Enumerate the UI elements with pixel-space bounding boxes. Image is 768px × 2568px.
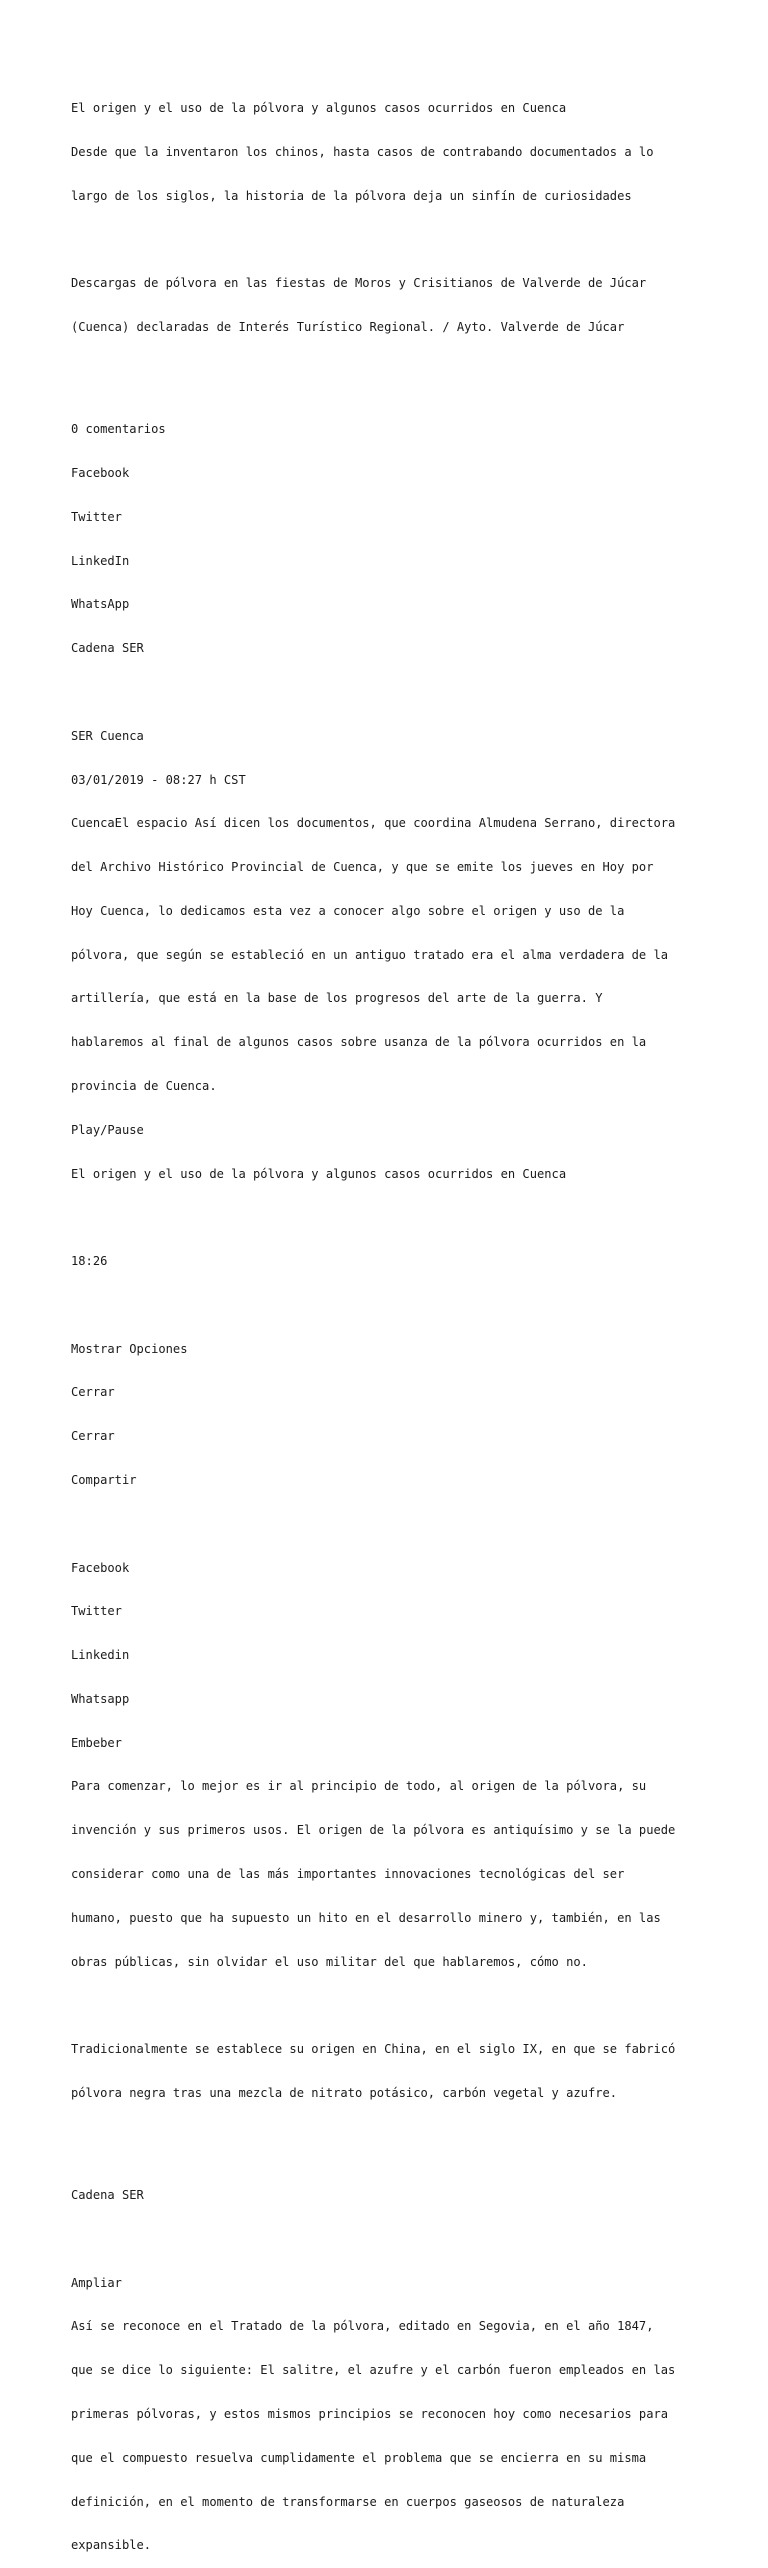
- article-subtitle-line: largo de los siglos, la historia de la pólvora deja un sinfín de curiosidades: [71, 188, 632, 203]
- intro-line: CuencaEl espacio Así dicen los documentos, que coordina Almudena Serrano, directora: [71, 816, 676, 831]
- paragraph-line: Así se reconoce en el Tratado de la pólvora, editado en Segovia, en el año 1847,: [71, 2319, 654, 2334]
- photo-caption-line: Descargas de pólvora en las fiestas de Moros y Crisitianos de Valverde de Júcar: [71, 276, 647, 291]
- intro-line: del Archivo Histórico Provincial de Cuenca, y que se emite los jueves en Hoy por: [71, 860, 654, 875]
- play-pause-button[interactable]: Play/Pause: [71, 1122, 144, 1137]
- player-share-twitter[interactable]: Twitter: [71, 1604, 122, 1619]
- byline-date: 03/01/2019 - 08:27 h CST: [71, 772, 246, 787]
- image-credit: Cadena SER: [71, 2188, 144, 2203]
- player-share-linkedin[interactable]: Linkedin: [71, 1648, 130, 1663]
- close-button[interactable]: Cerrar: [71, 1429, 115, 1444]
- paragraph-line: primeras pólvoras, y estos mismos principios se reconocen hoy como necesarios para: [71, 2407, 669, 2421]
- byline-author[interactable]: SER Cuenca: [71, 728, 144, 743]
- share-facebook-link[interactable]: Facebook: [71, 466, 130, 481]
- paragraph-line: expansible.: [71, 2538, 152, 2553]
- paragraph-line: invención y sus primeros usos. El origen de la pólvora es antiquísimo y se la puede: [71, 1823, 676, 1838]
- close-button[interactable]: Cerrar: [71, 1385, 115, 1400]
- share-twitter-link[interactable]: Twitter: [71, 509, 122, 524]
- paragraph-line: obras públicas, sin olvidar el uso militar del que hablaremos, cómo no.: [71, 1954, 588, 1969]
- comments-link[interactable]: 0 comentarios: [71, 422, 166, 437]
- audio-title: El origen y el uso de la pólvora y algunos casos ocurridos en Cuenca: [71, 1166, 567, 1181]
- paragraph-line: que el compuesto resuelva cumplidamente el problema que se encierra en su misma: [71, 2450, 647, 2465]
- intro-line: artillería, que está en la base de los progresos del arte de la guerra. Y: [71, 991, 603, 1006]
- audio-duration: 18:26: [71, 1254, 108, 1269]
- intro-line: hablaremos al final de algunos casos sobre usanza de la pólvora ocurridos en la: [71, 1035, 647, 1050]
- paragraph-line: Para comenzar, lo mejor es ir al principio de todo, al origen de la pólvora, su: [71, 1779, 647, 1794]
- cadena-ser-link[interactable]: Cadena SER: [71, 641, 144, 656]
- paragraph-line: humano, puesto que ha supuesto un hito en el desarrollo minero y, también, en las: [71, 1910, 661, 1925]
- share-linkedin-link[interactable]: LinkedIn: [71, 553, 130, 568]
- article-page: [71, 72, 711, 2568]
- share-button[interactable]: Compartir: [71, 1473, 137, 1487]
- paragraph-line: considerar como una de las más importantes innovaciones tecnológicas del ser: [71, 1867, 625, 1882]
- paragraph-line: Tradicionalmente se establece su origen en China, en el siglo IX, en que se fabricó: [71, 2042, 676, 2057]
- article-subtitle-line: Desde que la inventaron los chinos, hasta casos de contrabando documentados a lo: [71, 144, 654, 159]
- player-share-whatsapp[interactable]: Whatsapp: [71, 1691, 130, 1706]
- share-whatsapp-link[interactable]: WhatsApp: [71, 597, 130, 612]
- paragraph-line: definición, en el momento de transformarse en cuerpos gaseosos de naturaleza: [71, 2494, 625, 2509]
- intro-line: pólvora, que según se estableció en un antiguo tratado era el alma verdadera de la: [71, 947, 669, 962]
- paragraph-line: pólvora negra tras una mezcla de nitrato potásico, carbón vegetal y azufre.: [71, 2085, 618, 2100]
- player-embed[interactable]: Embeber: [71, 1735, 122, 1750]
- photo-caption-line: (Cuenca) declaradas de Interés Turístico Regional. / Ayto. Valverde de Júcar: [71, 320, 625, 335]
- show-options-button[interactable]: Mostrar Opciones: [71, 1341, 188, 1356]
- paragraph-line: que se dice lo siguiente: El salitre, el azufre y el carbón fueron empleados en las: [71, 2363, 676, 2378]
- intro-line: provincia de Cuenca.: [71, 1078, 217, 1093]
- player-share-facebook[interactable]: Facebook: [71, 1560, 130, 1575]
- enlarge-image-button[interactable]: Ampliar: [71, 2275, 122, 2290]
- article-headline: El origen y el uso de la pólvora y algunos casos ocurridos en Cuenca: [71, 101, 567, 116]
- intro-line: Hoy Cuenca, lo dedicamos esta vez a conocer algo sobre el origen y uso de la: [71, 903, 625, 918]
